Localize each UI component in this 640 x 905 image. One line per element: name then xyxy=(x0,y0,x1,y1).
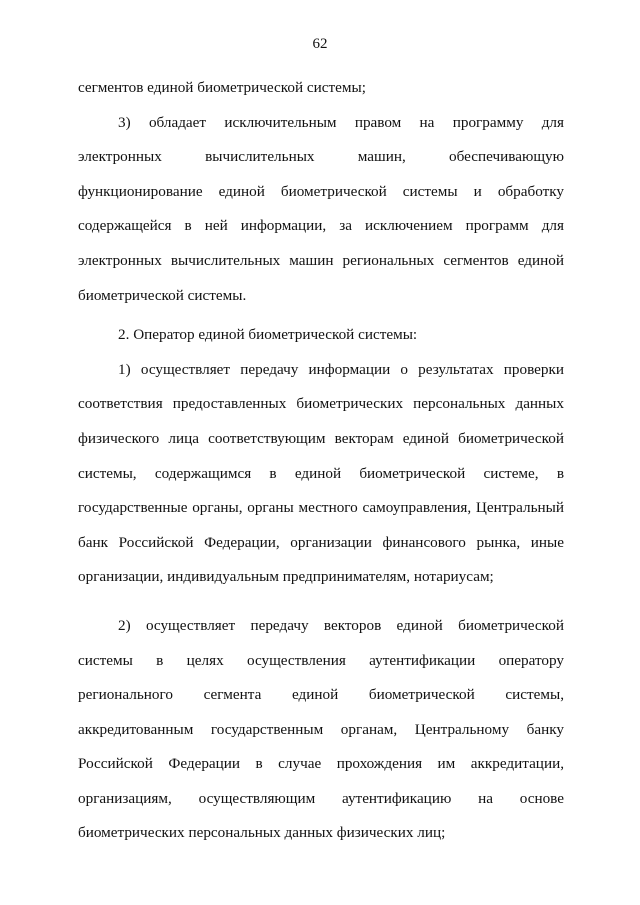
paragraph-section-2: 2. Оператор единой биометрической системы: xyxy=(118,326,418,344)
paragraph-item-1: 1) осуществляет передачу информации о результатах проверки соответствия предоставленных биометрических персональных данных физического лица соответствующим векторам единой биометрической системы, содержащимся в единой биометрической системе, в государственные органы, органы местного самоуправления, Центральный банк Российской Федерации, организации финансового рынка, иные организации, индивидуальным предпринимателям, нотариусам; xyxy=(78,360,564,586)
paragraph-item-2: 2) осуществляет передачу векторов единой биометрической системы в целях осуществления аутентификации оператору регионального сегмента единой биометрической системы, аккредитованным государственным органам, Центральному банку Российской Федерации в случае прохождения им аккредитации, организациям, осуществляющим аутентификацию на основе биометрических персональных данных физических лиц; xyxy=(78,616,564,842)
page-number: 62 xyxy=(312,36,328,52)
paragraph-continuation: сегментов единой биометрической системы; xyxy=(78,79,366,96)
document-body xyxy=(78,71,564,851)
paragraph-item-3: 3) обладает исключительным правом на программу для электронных вычислительных машин, обеспечивающую функционирование единой биометрической системы и обработку содержащейся в ней информации, за исключением программ для электронных вычислительных машин региональных сегментов единой биометрической системы. xyxy=(78,113,564,304)
